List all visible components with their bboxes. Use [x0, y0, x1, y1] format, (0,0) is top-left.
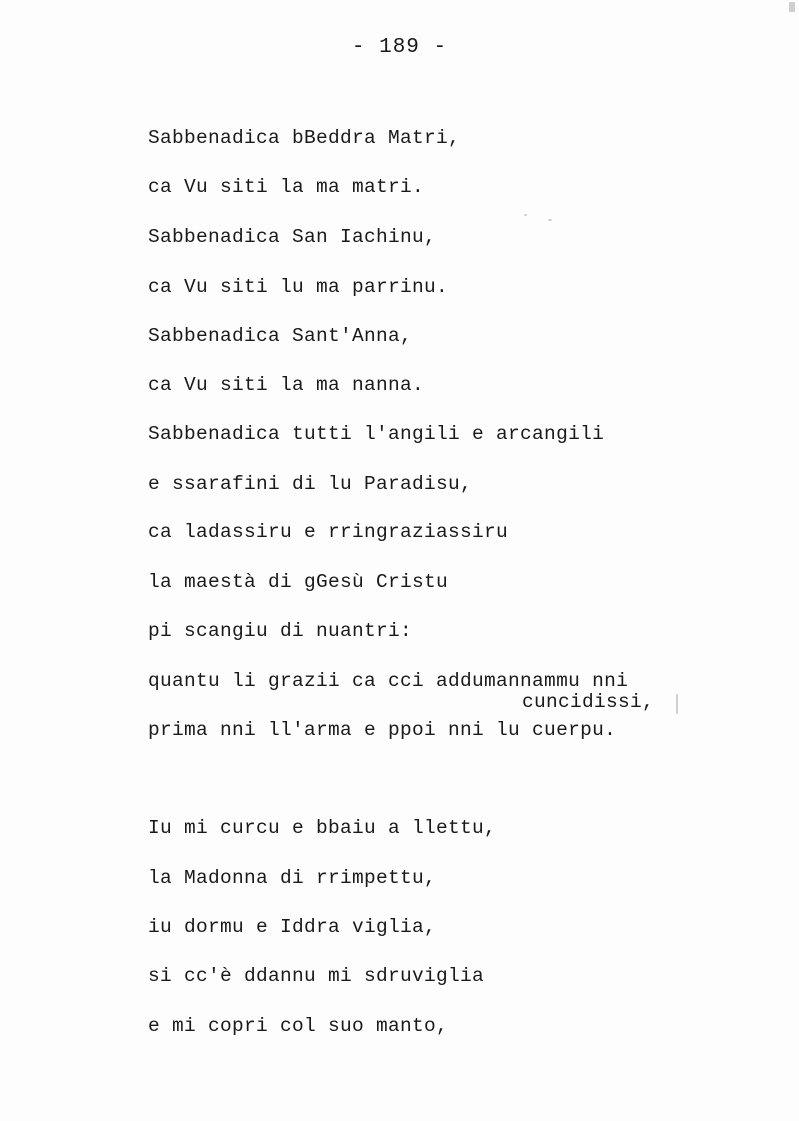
poem-line: Sabbenadica bBeddra Matri,: [148, 127, 461, 149]
poem-line: iu dormu e Iddra viglia,: [148, 916, 437, 938]
scan-speck: [524, 214, 527, 216]
poem-line: ca ladassiru e rringraziassiru: [148, 521, 509, 543]
poem-line: Iu mi curcu e bbaiu a llettu,: [148, 817, 497, 839]
poem-line: prima nni ll'arma e ppoi nni lu cuerpu.: [148, 719, 617, 741]
poem-line: ca Vu siti lu ma parrinu.: [148, 276, 449, 298]
poem-line: la Madonna di rrimpettu,: [148, 867, 437, 889]
poem-line: Sabbenadica Sant'Anna,: [148, 325, 413, 347]
scan-speck: [789, 2, 795, 12]
poem-line: pi scangiu di nuantri:: [148, 620, 413, 642]
poem-line: ca Vu siti la ma matri.: [148, 176, 425, 198]
poem-line: ca Vu siti la ma nanna.: [148, 374, 425, 396]
poem-line: Sabbenadica San Iachinu,: [148, 226, 437, 248]
poem-line: e mi copri col suo manto,: [148, 1015, 449, 1037]
poem-line: quantu li grazii ca cci addumannammu nni: [148, 670, 629, 692]
poem-line: Sabbenadica tutti l'angili e arcangili: [148, 423, 605, 445]
scan-speck: [548, 219, 552, 221]
poem-line-continuation: cuncidissi,: [522, 691, 655, 713]
poem-line: e ssarafini di lu Paradisu,: [148, 473, 473, 495]
poem-line: la maestà di gGesù Cristu: [148, 571, 449, 593]
page-number: - 189 -: [351, 36, 448, 59]
scan-speck: [676, 694, 678, 714]
poem-line: si cc'è ddannu mi sdruviglia: [148, 965, 485, 987]
